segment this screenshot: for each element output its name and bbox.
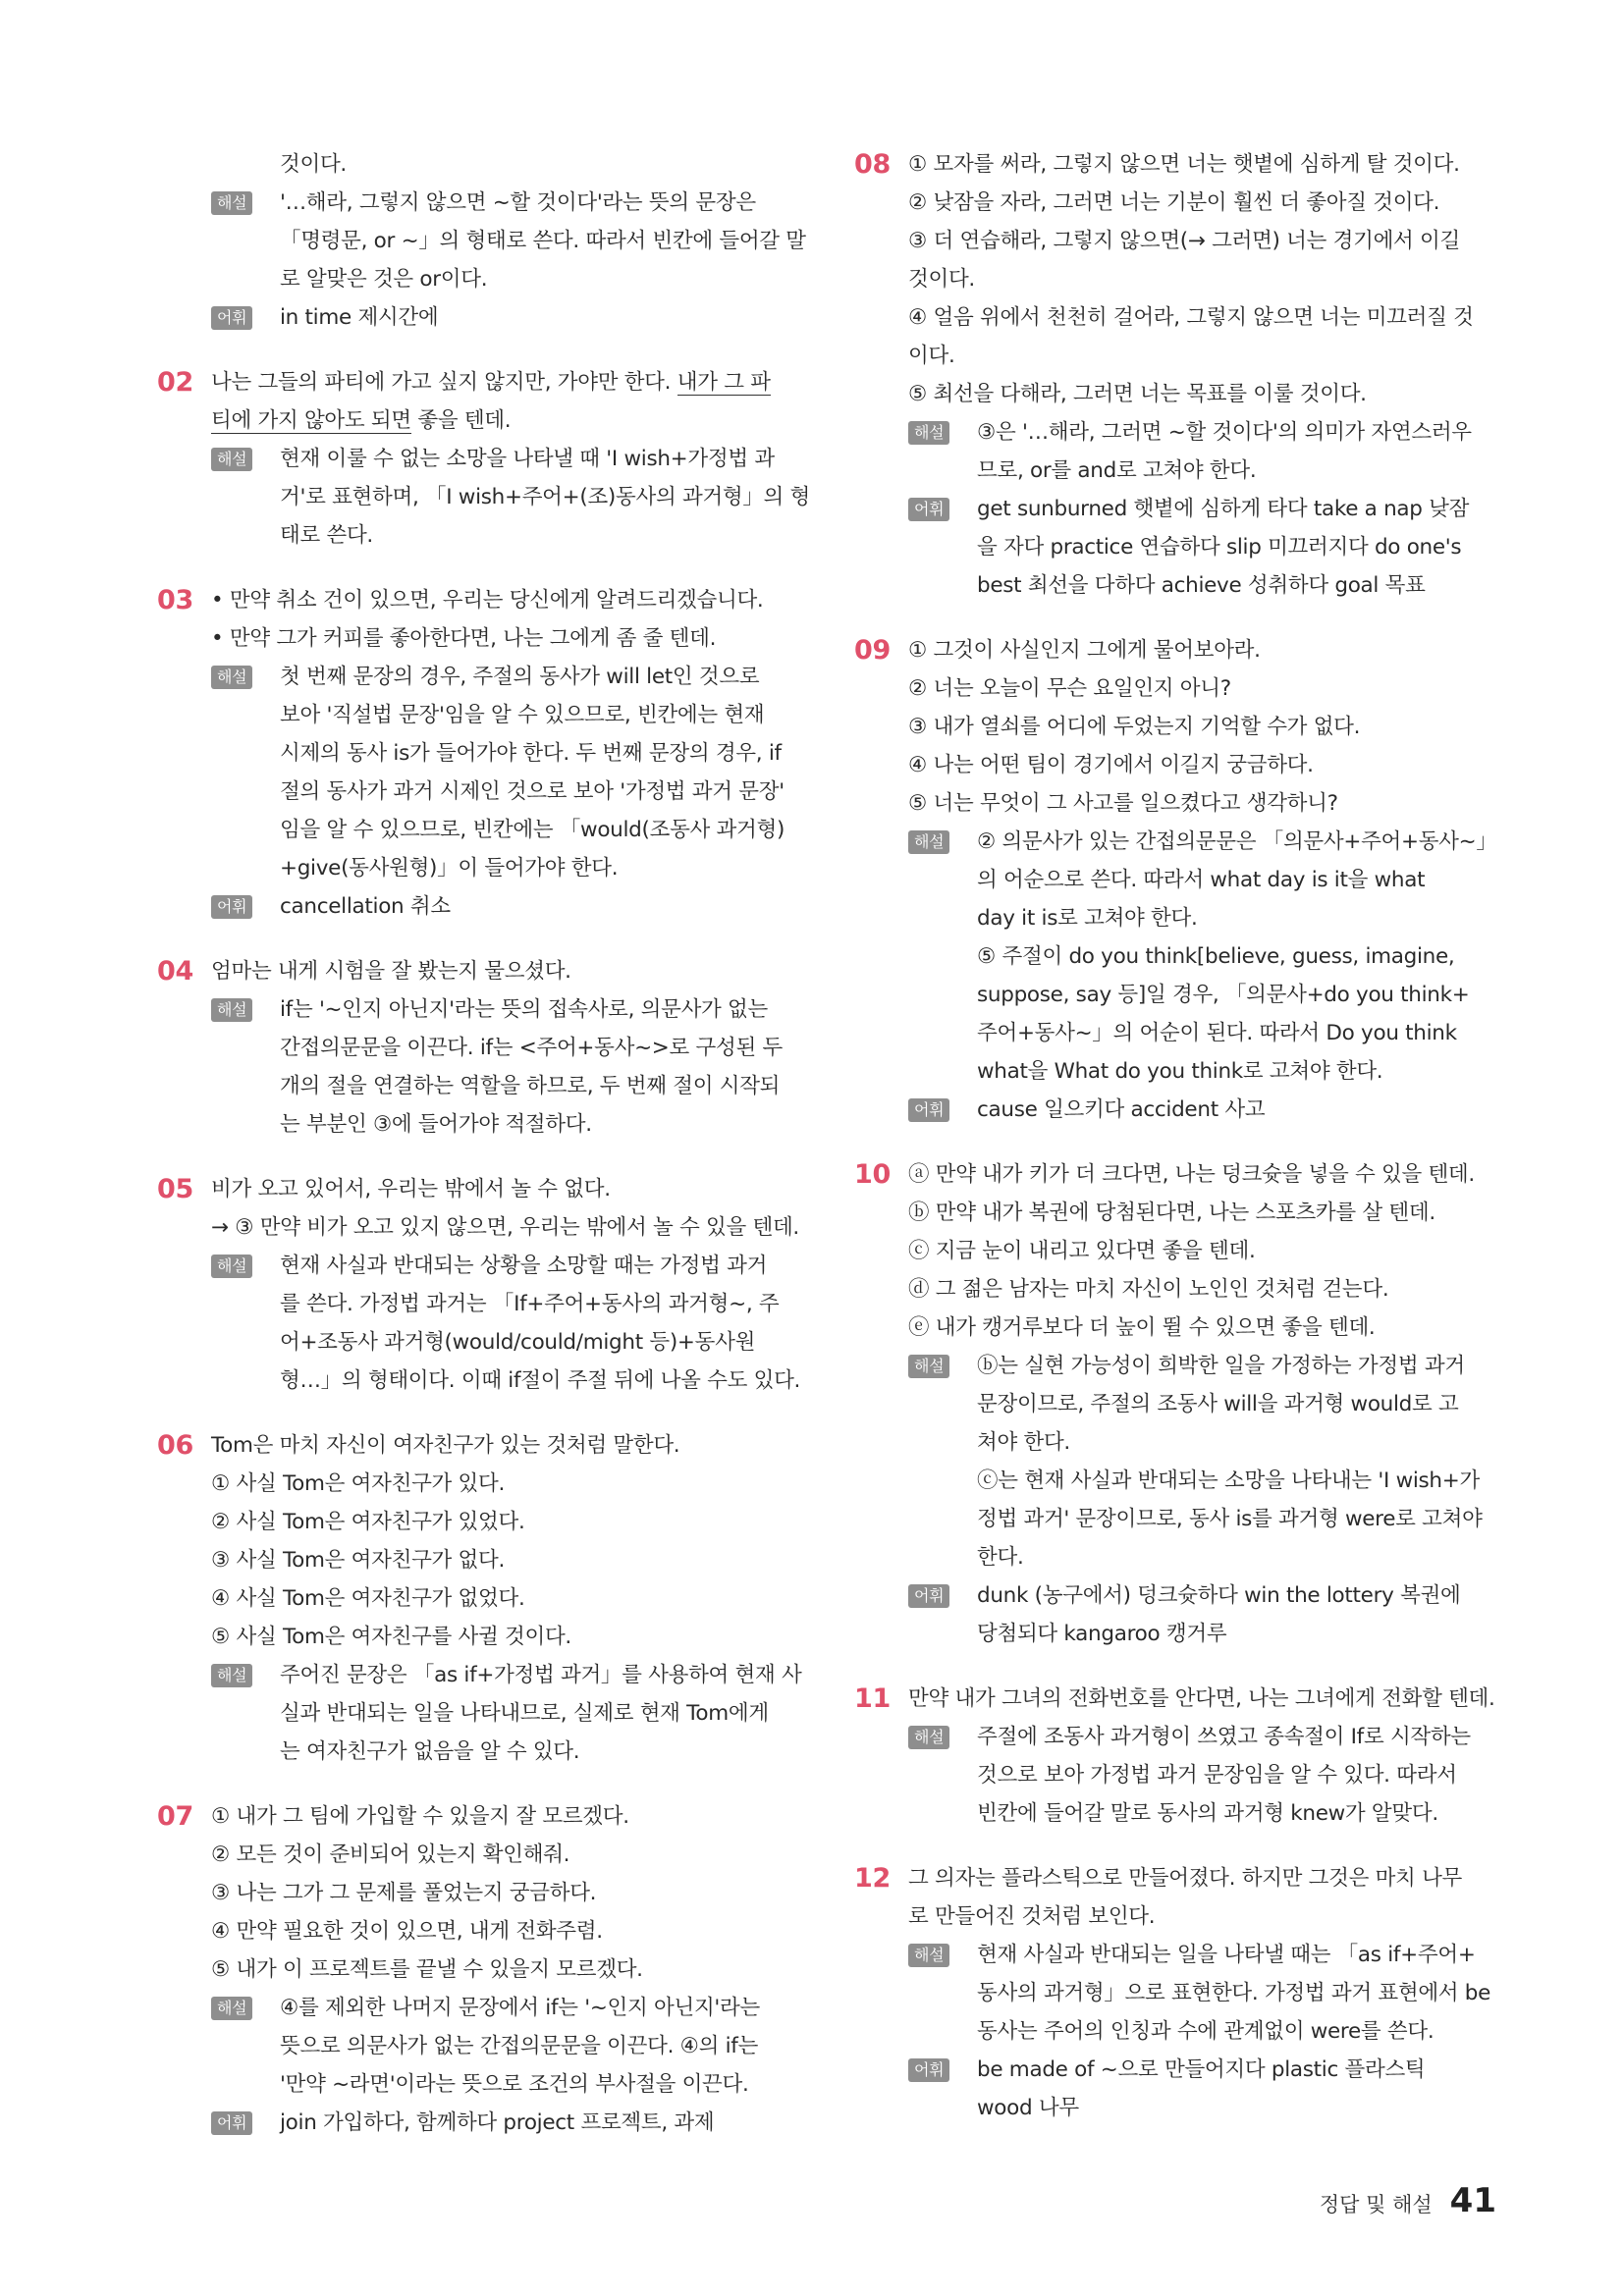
note-text: 「명령문, or ~」의 형태로 쓴다. 따라서 빈칸에 들어갈 말 — [280, 229, 806, 253]
note-text: 로 알맞은 것은 or이다. — [280, 267, 488, 292]
page-number: 41 — [1449, 2181, 1496, 2220]
question-line — [157, 363, 795, 401]
answer-text: ④ 만약 필요한 것이 있으면, 내게 전화주렴. — [211, 1919, 603, 1944]
vocabulary-label: 어휘 — [908, 2058, 949, 2082]
answer-text: ⓑ 만약 내가 복권에 당첨된다면, 나는 스포츠카를 살 텐데. — [908, 1201, 1435, 1225]
answer-text: ⓔ 내가 캥거루보다 더 높이 뛸 수 있으면 좋을 텐데. — [908, 1315, 1376, 1340]
note-text: 태로 쓴다. — [280, 523, 373, 548]
continuation-line — [157, 222, 806, 260]
note-text: 보아 '직설법 문장'임을 알 수 있으므로, 빈칸에는 현재 — [280, 703, 765, 727]
note-text: 임을 알 수 있으므로, 빈칸에는 「would(조동사 과거형) — [280, 818, 785, 842]
section-gap — [854, 1653, 1497, 1680]
note-text: 형…」의 형태이다. 이때 if절이 주절 뒤에 나올 수도 있다. — [280, 1368, 801, 1393]
question-line — [854, 1859, 1497, 1897]
question-text: 엄마는 내게 시험을 잘 봤는지 물으셨다. — [211, 959, 571, 984]
vocabulary-label: 어휘 — [908, 498, 949, 521]
question-line — [157, 952, 795, 990]
question-text: 그 의자는 플라스틱으로 만들어졌다. 하지만 그것은 마치 나무 — [908, 1866, 1463, 1891]
answer-line — [157, 1874, 795, 1912]
note-text: in time 제시간에 — [280, 305, 439, 330]
note-text: join 가입하다, 함께하다 project 프로젝트, 과제 — [280, 2110, 715, 2135]
question-number: 08 — [854, 149, 891, 180]
answer-line — [157, 1541, 795, 1579]
vocabulary-line — [854, 1576, 1497, 1615]
note-text: 실과 반대되는 일을 나타내므로, 실제로 현재 Tom에게 — [280, 1701, 769, 1726]
vocabulary-line — [854, 490, 1497, 528]
note-text: ⓑ는 실현 가능성이 희박한 일을 가정하는 가정법 과거 — [977, 1354, 1465, 1378]
question-text: 비가 오고 있어서, 우리는 밖에서 놀 수 없다. — [211, 1177, 611, 1201]
note-text: 개의 절을 연결하는 역할을 하므로, 두 번째 절이 시작되 — [280, 1074, 781, 1098]
continuation-line — [854, 2089, 1497, 2127]
question-number: 02 — [157, 367, 193, 398]
answer-line — [157, 1579, 795, 1618]
explanation-label: 해설 — [211, 1997, 252, 2020]
note-text: 현재 이룰 수 없는 소망을 나타낼 때 'I wish+가정법 과 — [280, 447, 775, 471]
continuation-line — [854, 1794, 1497, 1833]
note-text: 당첨되다 kangaroo 캥거루 — [977, 1622, 1227, 1646]
continuation-line — [854, 1500, 1497, 1538]
note-text: 거'로 표현하며, 「I wish+주어+(조)동사의 과거형」의 형 — [280, 485, 811, 509]
question-line — [854, 1155, 1497, 1194]
continuation-line — [854, 1385, 1497, 1423]
section-gap — [157, 1400, 795, 1426]
question-text: ① 내가 그 팀에 가입할 수 있을지 잘 모르겠다. — [211, 1804, 629, 1829]
answer-line — [854, 746, 1497, 784]
explanation-label: 해설 — [211, 191, 252, 215]
answer-text: ⑤ 사실 Tom은 여자친구를 사귈 것이다. — [211, 1625, 571, 1649]
continuation-line — [157, 1029, 795, 1067]
question-number: 11 — [854, 1683, 891, 1714]
continuation-line — [854, 1538, 1497, 1576]
note-text: be made of ~으로 만들어지다 plastic 플라스틱 — [977, 2057, 1426, 2082]
vocabulary-label: 어휘 — [211, 2111, 252, 2135]
note-text: 절의 동사가 과거 시제인 것으로 보아 '가정법 과거 문장' — [280, 779, 785, 804]
answer-text: ③ 내가 열쇠를 어디에 두었는지 기억할 수가 없다. — [908, 715, 1361, 739]
note-text: ② 의문사가 있는 간접의문문은 「의문사+주어+동사~」 — [977, 829, 1497, 854]
answer-text: ⑤ 내가 이 프로젝트를 끝낼 수 있을지 모르겠다. — [211, 1957, 643, 1982]
answer-text: ⑤ 최선을 다해라, 그러면 너는 목표를 이룰 것이다. — [908, 382, 1367, 406]
question-text: ① 그것이 사실인지 그에게 물어보아라. — [908, 638, 1261, 663]
continuation-line — [854, 1615, 1497, 1653]
explanation-line — [157, 658, 795, 696]
answer-line — [854, 260, 1497, 298]
answer-line — [157, 1950, 795, 1989]
vocabulary-label: 어휘 — [908, 1098, 949, 1122]
explanation-line — [157, 990, 795, 1029]
underlined-text: 티에 가지 않아도 되면 — [211, 408, 411, 433]
note-text: suppose, say 등]일 경우, 「의문사+do you think+ — [977, 983, 1470, 1007]
section-gap — [854, 1833, 1497, 1859]
continuation-line — [854, 1423, 1497, 1462]
answer-line — [854, 784, 1497, 823]
question-text: ① 모자를 써라, 그렇지 않으면 너는 햇볕에 심하게 탈 것이다. — [908, 152, 1460, 177]
footer-title: 정답 및 해설 — [1319, 2193, 1433, 2216]
answer-text: ② 사실 Tom은 여자친구가 있었다. — [211, 1510, 525, 1534]
note-text: 는 부분인 ③에 들어가야 적절하다. — [280, 1112, 592, 1137]
explanation-label: 해설 — [211, 666, 252, 689]
explanation-line — [854, 1718, 1497, 1756]
page-footer — [1320, 2181, 1496, 2220]
continuation-line — [157, 260, 795, 298]
underlined-text: 내가 그 파 — [677, 370, 771, 395]
answer-line — [157, 1836, 795, 1874]
continuation-line — [854, 528, 1497, 566]
note-text: 뜻으로 의문사가 없는 간접의문문을 이끈다. ④의 if는 — [280, 2034, 759, 2058]
continuation-line — [157, 2027, 795, 2065]
answer-text: 로 만들어진 것처럼 보인다. — [908, 1904, 1156, 1929]
continuation-line — [854, 1974, 1497, 2012]
question-text: 나는 그들의 파티에 가고 싶지 않지만, 가야만 한다. — [211, 370, 677, 395]
question-text: • 만약 취소 건이 있으면, 우리는 당신에게 알려드리겠습니다. — [211, 588, 764, 613]
answer-line — [854, 708, 1497, 746]
question-line — [854, 1680, 1497, 1718]
explanation-label: 해설 — [908, 421, 949, 445]
explanation-label: 해설 — [211, 448, 252, 471]
continuation-line — [157, 1694, 795, 1733]
note-text: dunk (농구에서) 덩크슛하다 win the lottery 복권에 — [977, 1583, 1461, 1608]
explanation-label: 해설 — [908, 1726, 949, 1749]
answer-text: ① 사실 Tom은 여자친구가 있다. — [211, 1471, 506, 1496]
answer-text: ⓓ 그 젊은 남자는 마치 자신이 노인인 것처럼 걷는다. — [908, 1277, 1389, 1302]
answer-line — [854, 184, 1497, 222]
continuation-line — [854, 1014, 1497, 1052]
explanation-label: 해설 — [211, 998, 252, 1022]
note-text: best 최선을 다하다 achieve 성취하다 goal 목표 — [977, 573, 1426, 598]
continuation-line — [157, 773, 795, 811]
answer-text: ④ 나는 어떤 팀이 경기에서 이길지 궁금하다. — [908, 753, 1314, 777]
note-text: 것으로 보아 가정법 과거 문장임을 알 수 있다. 따라서 — [977, 1763, 1457, 1788]
continuation-line — [854, 976, 1497, 1014]
answer-text: ⑤ 너는 무엇이 그 사고를 일으켰다고 생각하니? — [908, 791, 1338, 816]
explanation-line — [157, 440, 795, 478]
question-number: 10 — [854, 1159, 891, 1190]
continuation-line — [854, 937, 1497, 976]
section-gap — [157, 1771, 795, 1797]
question-number: 05 — [157, 1174, 193, 1204]
note-text: 현재 사실과 반대되는 일을 나타낼 때는 「as if+주어+ — [977, 1943, 1476, 1967]
note-text: 현재 사실과 반대되는 상황을 소망할 때는 가정법 과거 — [280, 1254, 768, 1278]
continuation-line — [157, 696, 795, 734]
continuation-line — [157, 1733, 795, 1771]
note-text: 는 여자친구가 없음을 알 수 있다. — [280, 1739, 580, 1764]
continuation-line — [854, 452, 1497, 490]
answer-line — [157, 1208, 799, 1247]
right-column — [854, 145, 1497, 2127]
answer-text: 것이다. — [908, 267, 975, 292]
vocabulary-label: 어휘 — [908, 1584, 949, 1608]
continuation-line — [854, 899, 1497, 937]
question-line — [157, 581, 795, 619]
question-text: Tom은 마치 자신이 여자친구가 있는 것처럼 말한다. — [211, 1433, 680, 1458]
note-text: ⑤ 주절이 do you think[believe, guess, imagine, — [977, 944, 1455, 969]
answer-line — [157, 1618, 795, 1656]
explanation-label: 해설 — [211, 1664, 252, 1687]
note-text: ③은 '…해라, 그러면 ~할 것이다'의 의미가 자연스러우 — [977, 420, 1472, 445]
note-text: ④를 제외한 나머지 문장에서 if는 '~인지 아닌지'라는 — [280, 1996, 760, 2020]
section-gap — [157, 337, 795, 363]
vocabulary-line — [854, 2051, 1497, 2089]
note-text: wood 나무 — [977, 2096, 1079, 2120]
question-line — [854, 631, 1497, 669]
question-number: 04 — [157, 956, 193, 987]
answer-text: ② 낮잠을 자라, 그러면 너는 기분이 훨씬 더 좋아질 것이다. — [908, 190, 1440, 215]
answer-line — [157, 619, 795, 658]
vocabulary-label: 어휘 — [211, 895, 252, 919]
continuation-line — [157, 1323, 795, 1362]
note-text: 한다. — [977, 1545, 1024, 1570]
explanation-line — [157, 1989, 795, 2027]
answer-line — [854, 222, 1497, 260]
answer-text: ⓒ 지금 눈이 내리고 있다면 좋을 텐데. — [908, 1239, 1256, 1263]
note-text: day it is로 고쳐야 한다. — [977, 906, 1198, 931]
continuation-line — [157, 734, 795, 773]
note-text: 므로, or를 and로 고쳐야 한다. — [977, 458, 1257, 483]
note-text: get sunburned 햇볕에 심하게 타다 take a nap 낮잠 — [977, 497, 1470, 521]
continuation-line — [854, 1462, 1497, 1500]
vocabulary-label: 어휘 — [211, 306, 252, 330]
answer-line — [854, 669, 1497, 708]
explanation-label: 해설 — [908, 1355, 949, 1378]
continuation-line — [157, 849, 795, 887]
continuation-line — [157, 1067, 795, 1105]
answer-text: ② 모든 것이 준비되어 있는지 확인해줘. — [211, 1842, 570, 1867]
section-gap — [854, 1129, 1497, 1155]
continuation-line — [157, 478, 811, 516]
continuation-line — [157, 1362, 801, 1400]
explanation-line — [854, 413, 1497, 452]
question-line — [157, 1426, 795, 1465]
note-text: 동사의 과거형」으로 표현한다. 가정법 과거 표현에서 be — [977, 1981, 1491, 2005]
answer-text: ③ 사실 Tom은 여자친구가 없다. — [211, 1548, 506, 1573]
note-text: 것이다. — [280, 152, 347, 177]
section-gap — [157, 555, 795, 581]
note-text: what을 What do you think로 고쳐야 한다. — [977, 1059, 1383, 1084]
continuation-line — [157, 2065, 795, 2104]
section-gap — [157, 1144, 795, 1170]
explanation-line — [854, 1347, 1497, 1385]
continuation-line — [854, 1052, 1497, 1091]
continuation-line — [157, 516, 795, 555]
note-text: 빈칸에 들어갈 말로 동사의 과거형 knew가 알맞다. — [977, 1801, 1438, 1826]
note-text: cause 일으키다 accident 사고 — [977, 1097, 1266, 1122]
continuation-line — [157, 811, 795, 849]
question-number: 12 — [854, 1863, 891, 1894]
note-text: 문장이므로, 주절의 조동사 will을 과거형 would로 고 — [977, 1392, 1459, 1416]
explanation-line — [157, 1656, 802, 1694]
note-text: +give(동사원형)」이 들어가야 한다. — [280, 856, 619, 881]
note-text: 주절에 조동사 과거형이 쓰였고 종속절이 If로 시작하는 — [977, 1725, 1471, 1749]
answer-line — [157, 1503, 795, 1541]
answer-text: ④ 사실 Tom은 여자친구가 없었다. — [211, 1586, 525, 1611]
note-text: ⓒ는 현재 사실과 반대되는 소망을 나타내는 'I wish+가 — [977, 1468, 1480, 1493]
answer-text: ④ 얼음 위에서 천천히 걸어라, 그렇지 않으면 너는 미끄러질 것 — [908, 305, 1474, 330]
answer-line — [854, 337, 1497, 375]
answer-text: ② 너는 오늘이 무슨 요일인지 아니? — [908, 676, 1231, 701]
note-text: 주어진 문장은 「as if+가정법 과거」를 사용하여 현재 사 — [280, 1663, 802, 1687]
note-text: 를 쓴다. 가정법 과거는 「If+주어+동사의 과거형~, 주 — [280, 1292, 780, 1316]
question-number: 06 — [157, 1430, 193, 1461]
question-text: ⓐ 만약 내가 키가 더 크다면, 나는 덩크슛을 넣을 수 있을 텐데. — [908, 1162, 1475, 1187]
note-text: 첫 번째 문장의 경우, 주절의 동사가 will let인 것으로 — [280, 665, 760, 689]
vocabulary-line — [157, 2104, 795, 2142]
explanation-label: 해설 — [908, 830, 949, 854]
question-line — [157, 1170, 795, 1208]
answer-line — [854, 1194, 1497, 1232]
continuation-line — [854, 2012, 1497, 2051]
note-text: 정법 과거' 문장이므로, 동사 is를 과거형 were로 고쳐야 — [977, 1507, 1483, 1531]
answer-line — [854, 1232, 1497, 1270]
continuation-line — [157, 1285, 795, 1323]
answer-line — [854, 1897, 1497, 1936]
continuation-line — [157, 1105, 795, 1144]
answer-line — [854, 298, 1497, 337]
explanation-line — [157, 184, 795, 222]
vocabulary-line — [854, 1091, 1497, 1129]
section-gap — [157, 926, 795, 952]
answer-text: ③ 나는 그가 그 문제를 풀었는지 궁금하다. — [211, 1881, 597, 1905]
question-line — [854, 145, 1497, 184]
note-text: cancellation 취소 — [280, 894, 451, 919]
note-text: 시제의 동사 is가 들어가야 한다. 두 번째 문장의 경우, if — [280, 741, 782, 766]
answer-line — [157, 1912, 795, 1950]
note-text: '…해라, 그렇지 않으면 ~할 것이다'라는 뜻의 문장은 — [280, 190, 756, 215]
explanation-label: 해설 — [908, 1944, 949, 1967]
answer-text: → ③ 만약 비가 오고 있지 않으면, 우리는 밖에서 놀 수 있을 텐데. — [211, 1215, 799, 1240]
answer-line — [854, 1270, 1497, 1308]
vocabulary-line — [157, 298, 795, 337]
continuation-line — [854, 566, 1497, 605]
explanation-label: 해설 — [211, 1255, 252, 1278]
answer-text: • 만약 그가 커피를 좋아한다면, 나는 그에게 좀 줄 텐데. — [211, 626, 717, 651]
note-text: 어+조동사 과거형(would/could/might 등)+동사원 — [280, 1330, 756, 1355]
answer-line — [854, 1308, 1497, 1347]
explanation-line — [854, 823, 1497, 861]
answer-line — [854, 375, 1497, 413]
answer-line — [157, 401, 795, 440]
answer-text: 좋을 텐데. — [410, 408, 512, 433]
note-text: '만약 ~라면'이라는 뜻으로 조건의 부사절을 이끈다. — [280, 2072, 749, 2097]
question-number: 09 — [854, 635, 891, 666]
note-text: 을 자다 practice 연습하다 slip 미끄러지다 do one's — [977, 535, 1462, 560]
explanation-line — [157, 1247, 795, 1285]
left-column — [157, 145, 811, 2142]
continuation-line — [157, 145, 795, 184]
note-text: 간접의문문을 이끈다. if는 <주어+동사~>로 구성된 두 — [280, 1036, 783, 1060]
note-text: 동사는 주어의 인칭과 수에 관계없이 were를 쓴다. — [977, 2019, 1435, 2044]
answer-text: 이다. — [908, 344, 955, 368]
note-text: 주어+동사~」의 어순이 된다. 따라서 Do you think — [977, 1021, 1457, 1045]
question-number: 07 — [157, 1801, 193, 1832]
continuation-line — [854, 861, 1497, 899]
continuation-line — [854, 1756, 1497, 1794]
section-gap — [854, 605, 1497, 631]
note-text: 쳐야 한다. — [977, 1430, 1070, 1455]
question-number: 03 — [157, 585, 193, 615]
vocabulary-line — [157, 887, 795, 926]
question-line — [157, 1797, 795, 1836]
answer-line — [157, 1465, 795, 1503]
explanation-line — [854, 1936, 1497, 1974]
question-text: 만약 내가 그녀의 전화번호를 안다면, 나는 그녀에게 전화할 텐데. — [908, 1686, 1495, 1711]
note-text: 의 어순으로 쓴다. 따라서 what day is it을 what — [977, 868, 1426, 892]
note-text: if는 '~인지 아닌지'라는 뜻의 접속사로, 의문사가 없는 — [280, 997, 768, 1022]
answer-text: ③ 더 연습해라, 그렇지 않으면(→ 그러면) 너는 경기에서 이길 — [908, 229, 1460, 253]
